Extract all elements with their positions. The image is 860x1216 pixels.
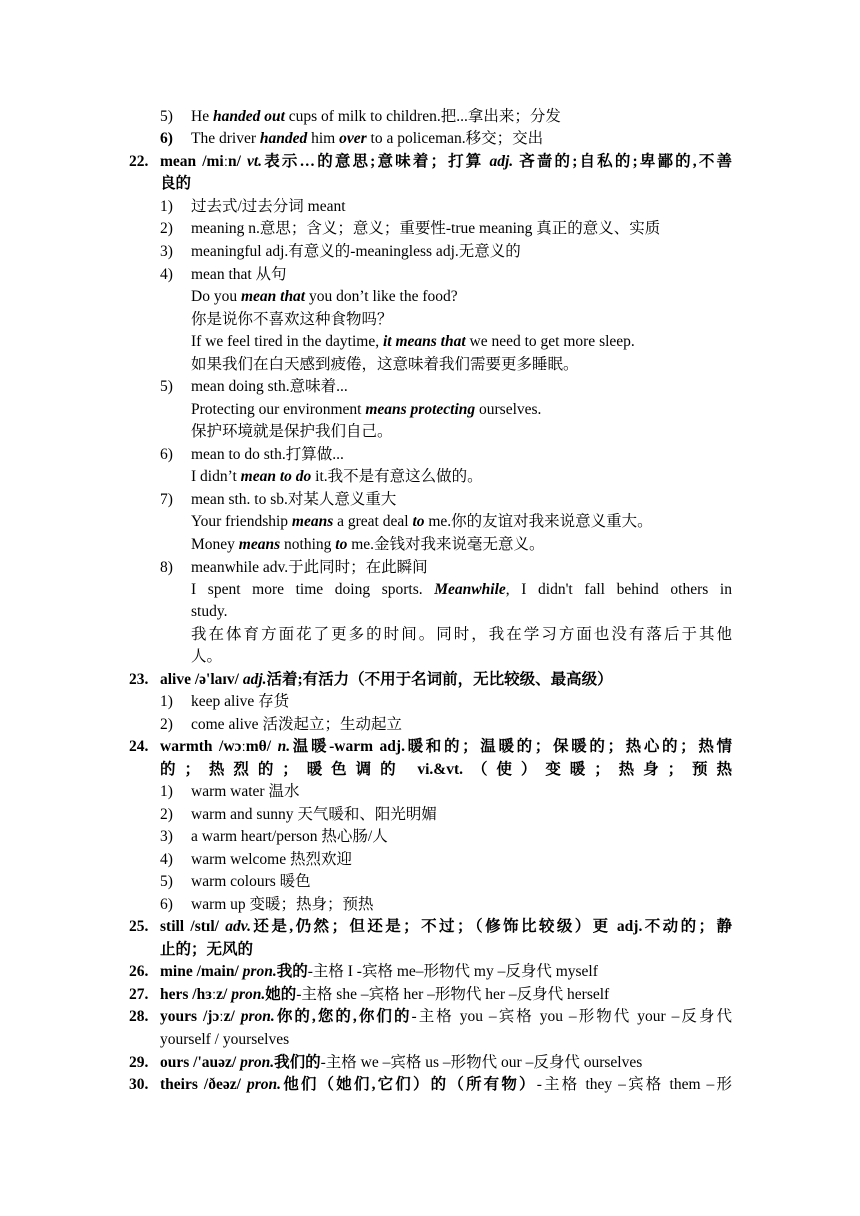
bold-text: 活着;有活力（不用于名词前，无比较级、最高级） xyxy=(266,671,613,688)
text-line xyxy=(191,625,732,645)
item-number: 2) xyxy=(160,806,173,823)
emphasis-text: pron. xyxy=(240,1008,275,1025)
text-segment: warm and sunny 天气暖和、阳光明媚 xyxy=(191,806,437,823)
text-segment: warm welcome 热烈欢迎 xyxy=(191,851,352,868)
text-line xyxy=(191,692,289,712)
text-segment: 如果我们在白天感到疲倦，这意味着我们需要更多睡眠。 xyxy=(191,356,579,373)
entry-number: 27. xyxy=(129,986,149,1003)
text-line xyxy=(191,580,732,600)
entry-number: 26. xyxy=(129,963,149,980)
text-segment: , I didn't fall behind others in xyxy=(505,581,732,598)
text-segment: yourself / yourselves xyxy=(160,1031,290,1048)
text-segment: you don’t like the food? xyxy=(305,288,458,305)
text-segment: Your friendship xyxy=(191,513,292,530)
item-number: 6) xyxy=(160,896,173,913)
text-segment: 你是说你不喜欢这种食物吗？ xyxy=(191,311,393,328)
bold-text: 她的 xyxy=(265,986,297,1003)
emphasis-text: mean to do xyxy=(240,468,312,485)
text-segment: Protecting our environment xyxy=(191,401,366,418)
text-line xyxy=(191,332,635,352)
text-segment: mean to do sth.打算做... xyxy=(191,446,344,463)
text-segment: 我在体育方面花了更多的时间。同时，我在学习方面也没有落后于其他 xyxy=(191,626,732,643)
emphasis-text: pron. xyxy=(240,1054,275,1071)
item-number: 4) xyxy=(160,851,173,868)
bold-text: 我们的 xyxy=(274,1054,321,1071)
text-line xyxy=(191,310,393,330)
text-segment: -主格 I -宾格 me–形物代 my –反身代 myself xyxy=(307,963,598,980)
bold-text: alive /ə'laɪv/ xyxy=(160,671,243,688)
item-number: 6) xyxy=(160,446,173,463)
text-line xyxy=(160,1075,732,1095)
bold-text: still /stɪl/ xyxy=(160,918,226,935)
emphasis-text: it means that xyxy=(382,333,466,350)
text-line xyxy=(160,940,253,960)
item-number: 4) xyxy=(160,266,173,283)
item-number: 7) xyxy=(160,491,173,508)
text-line xyxy=(191,287,458,307)
text-line xyxy=(191,265,287,285)
text-line xyxy=(191,422,393,442)
text-line xyxy=(191,445,344,465)
item-number: 8) xyxy=(160,559,173,576)
text-line xyxy=(191,850,352,870)
bold-text: 止的；无风的 xyxy=(160,941,254,958)
text-line xyxy=(191,872,311,892)
item-number: 3) xyxy=(160,243,173,260)
text-segment: He xyxy=(191,108,213,125)
text-segment: a great deal xyxy=(333,513,413,530)
item-number: 5) xyxy=(160,108,173,125)
text-segment: study. xyxy=(191,603,228,620)
text-segment: I spent more time doing sports. xyxy=(191,581,435,598)
bold-text: 我的 xyxy=(276,963,308,980)
text-line xyxy=(191,782,299,802)
text-line xyxy=(191,602,227,622)
emphasis-text: pron. xyxy=(246,1076,282,1093)
item-number: 2) xyxy=(160,716,173,733)
emphasis-text: adj. xyxy=(242,671,267,688)
entry-number: 24. xyxy=(129,738,149,755)
item-number: 1) xyxy=(160,693,173,710)
bold-text: 吝啬的;自私的;卑鄙的,不善 xyxy=(513,153,732,170)
entry-number: 28. xyxy=(129,1008,149,1025)
entry-number: 30. xyxy=(129,1076,149,1093)
text-segment: Money xyxy=(191,536,239,553)
text-segment: me.你的友谊对我来说意义重大。 xyxy=(424,513,653,530)
bold-text: theirs /ðeəz/ xyxy=(160,1076,247,1093)
text-line xyxy=(160,1007,732,1027)
text-segment: -主格 we –宾格 us –形物代 our –反身代 ourselves xyxy=(320,1054,643,1071)
emphasis-text: handed xyxy=(259,130,308,147)
emphasis-text: means xyxy=(291,513,334,530)
text-line xyxy=(191,895,374,915)
text-segment: cups of milk to children.把...拿出来；分发 xyxy=(284,108,561,125)
bold-text: 表示…的意思;意味着；打算 xyxy=(262,153,490,170)
text-segment: to a policeman.移交；交出 xyxy=(366,130,544,147)
text-segment: him xyxy=(307,130,340,147)
text-line xyxy=(191,242,521,262)
text-line xyxy=(160,174,191,194)
text-line xyxy=(191,647,222,667)
emphasis-text: means protecting xyxy=(365,401,476,418)
text-segment: -主格 you –宾格 you –形物代 your –反身代 xyxy=(411,1008,733,1025)
emphasis-text: pron. xyxy=(231,986,266,1003)
text-line xyxy=(191,107,561,127)
text-line xyxy=(191,219,660,239)
item-number: 3) xyxy=(160,828,173,845)
text-line xyxy=(191,129,543,149)
text-line xyxy=(160,760,732,780)
text-segment: mean sth. to sb.对某人意义重大 xyxy=(191,491,397,508)
text-line xyxy=(160,962,598,982)
bold-text: 温暖-warm adj.暖和的；温暖的；保暖的；热心的；热情 xyxy=(290,738,732,755)
item-number: 1) xyxy=(160,783,173,800)
emphasis-text: adj. xyxy=(489,153,514,170)
text-segment: warm colours 暖色 xyxy=(191,873,311,890)
emphasis-text: to xyxy=(335,536,348,553)
text-line xyxy=(191,535,545,555)
text-segment: me.金钱对我来说毫无意义。 xyxy=(347,536,545,553)
bold-text: ours /'auəz/ xyxy=(160,1054,241,1071)
text-segment: we need to get more sleep. xyxy=(465,333,635,350)
text-line xyxy=(191,197,346,217)
text-line xyxy=(160,985,609,1005)
emphasis-text: Meanwhile xyxy=(434,581,506,598)
text-line xyxy=(160,1053,642,1073)
bold-text: warmth /wɔːmθ/ xyxy=(160,738,278,755)
text-line xyxy=(160,670,613,690)
text-segment: it.我不是有意这么做的。 xyxy=(311,468,483,485)
text-line xyxy=(160,737,732,757)
text-segment: If we feel tired in the daytime, xyxy=(191,333,383,350)
entry-number: 25. xyxy=(129,918,149,935)
text-line xyxy=(191,467,483,487)
text-line xyxy=(191,377,348,397)
text-segment: mean that 从句 xyxy=(191,266,287,283)
text-segment: a warm heart/person 热心肠/人 xyxy=(191,828,388,845)
text-segment: The driver xyxy=(191,130,260,147)
text-line xyxy=(191,512,653,532)
bold-text: 良的 xyxy=(160,175,192,192)
text-segment: -主格 they –宾格 them –形 xyxy=(536,1076,732,1093)
text-line xyxy=(160,917,732,937)
emphasis-text: handed out xyxy=(212,108,285,125)
emphasis-text: pron. xyxy=(242,963,277,980)
text-segment: nothing xyxy=(280,536,336,553)
emphasis-text: means xyxy=(238,536,281,553)
text-segment: 保护环境就是保护我们自己。 xyxy=(191,423,393,440)
entry-number: 23. xyxy=(129,671,149,688)
text-line xyxy=(191,490,396,510)
text-line xyxy=(160,1030,289,1050)
text-segment: -主格 she –宾格 her –形物代 her –反身代 herself xyxy=(296,986,610,1003)
bold-text: 还是,仍然；但还是；不过；（修饰比较级）更 adj.不动的；静 xyxy=(250,918,732,935)
bold-text: 他们（她们,它们）的（所有物） xyxy=(281,1076,537,1093)
text-line xyxy=(160,152,732,172)
text-segment: mean doing sth.意味着... xyxy=(191,378,348,395)
text-segment: 人。 xyxy=(191,648,223,665)
bold-text: yours /jɔːz/ xyxy=(160,1008,241,1025)
bold-text: hers /hɜːz/ xyxy=(160,986,232,1003)
item-number: 1) xyxy=(160,198,173,215)
emphasis-text: over xyxy=(339,130,367,147)
text-line xyxy=(191,827,388,847)
text-line xyxy=(191,805,437,825)
text-segment: meaning n.意思；含义；意义；重要性-true meaning 真正的意义、实质 xyxy=(191,220,661,237)
text-segment: 过去式/过去分词 meant xyxy=(191,198,346,215)
text-segment: meaningful adj.有意义的-meaningless adj.无意义的 xyxy=(191,243,521,260)
item-number: 5) xyxy=(160,378,173,395)
text-segment: warm water 温水 xyxy=(191,783,300,800)
text-segment: come alive 活泼起立；生动起立 xyxy=(191,716,402,733)
entry-number: 29. xyxy=(129,1054,149,1071)
text-line xyxy=(191,355,579,375)
item-number: 2) xyxy=(160,220,173,237)
text-segment: keep alive 存货 xyxy=(191,693,290,710)
item-number: 5) xyxy=(160,873,173,890)
text-segment: meanwhile adv.于此同时；在此瞬间 xyxy=(191,559,428,576)
text-segment: I didn’t xyxy=(191,468,241,485)
text-segment: warm up 变暖；热身；预热 xyxy=(191,896,374,913)
text-line xyxy=(191,400,541,420)
bold-text: mean /miːn/ xyxy=(160,153,247,170)
item-number: 6) xyxy=(160,130,173,147)
emphasis-text: adv. xyxy=(225,918,251,935)
emphasis-text: to xyxy=(412,513,425,530)
text-line xyxy=(191,715,402,735)
bold-text: 你的,您的,你们的 xyxy=(274,1008,412,1025)
entry-number: 22. xyxy=(129,153,149,170)
emphasis-text: vt. xyxy=(247,153,263,170)
bold-text: 的；热烈的；暖色调的 vi.&vt.（使）变暖；热身；预热 xyxy=(160,761,732,778)
emphasis-text: mean that xyxy=(240,288,306,305)
text-line xyxy=(191,558,428,578)
emphasis-text: n. xyxy=(277,738,291,755)
text-segment: ourselves. xyxy=(475,401,542,418)
bold-text: mine /main/ xyxy=(160,963,243,980)
text-segment: Do you xyxy=(191,288,241,305)
